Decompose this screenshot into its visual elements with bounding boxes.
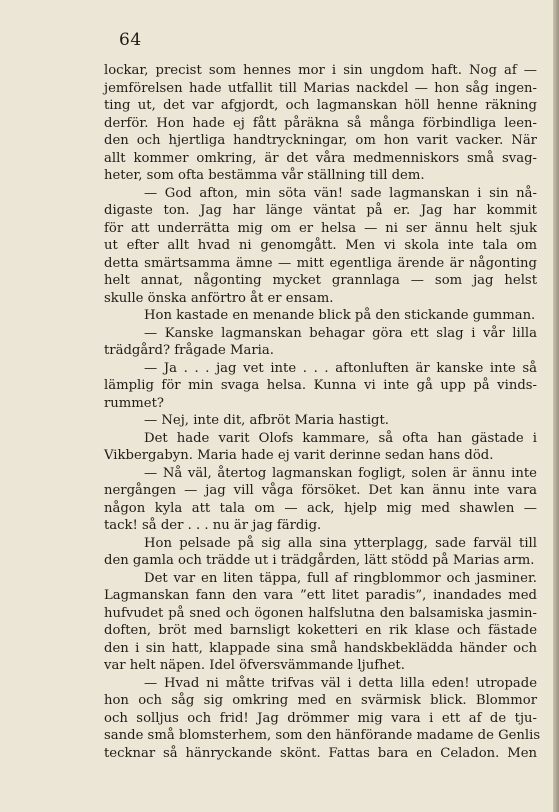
- page-number: 64: [119, 30, 142, 50]
- text-line: någon kyla att tala om — ack, hjelp mig med shawlen —: [104, 500, 537, 516]
- text-line: Det hade varit Olofs kammare, så ofta han gästade i: [144, 430, 537, 446]
- text-line: detta smärtsamma ämne — mitt egentliga ärende är någonting: [104, 255, 537, 271]
- text-line: — Nå väl, återtog lagmanskan fogligt, solen är ännu inte: [144, 465, 537, 481]
- text-line: rummet?: [104, 395, 164, 411]
- text-line: digaste ton. Jag har länge väntat på er. Jag har kommit: [104, 203, 537, 218]
- text-line: hon och såg sig omkring med en svärmisk blick. Blommor: [104, 693, 537, 708]
- text-line: lämplig för min svaga helsa. Kunna vi inte gå upp på vinds-: [104, 378, 537, 393]
- text-line: ut efter allt hvad ni genomgått. Men vi skola inte tala om: [104, 238, 537, 253]
- text-line: för att underrätta mig om er helsa — ni ser ännu helt sjuk: [104, 220, 537, 236]
- text-line: — Nej, inte dit, afbröt Maria hastigt.: [144, 413, 389, 428]
- text-line: den i sin hatt, klappade sina små handskbeklädda händer och: [104, 640, 537, 656]
- text-line: — Ja . . . jag vet inte . . . aftonluften är kanske inte så: [144, 360, 537, 376]
- text-line: var helt näpen. Idel öfversvämmande ljufhet.: [104, 658, 405, 673]
- text-line: allt kommer omkring, är det våra medmenniskors små svag-: [104, 150, 537, 166]
- text-line: Det var en liten täppa, full af ringblommor och jasminer.: [144, 570, 537, 586]
- text-line: helt annat, någonting mycket grannlaga — som jag helst: [104, 273, 537, 288]
- text-line: Lagmanskan fann den vara ”ett litet paradis”, inandades med: [104, 588, 537, 603]
- page-edge: [553, 0, 559, 812]
- text-line: — Kanske lagmanskan behagar göra ett slag i vår lilla: [144, 325, 537, 341]
- text-line: doften, bröt med barnsligt koketteri en rik klase och fästade: [104, 623, 537, 638]
- text-line: lockar, precist som hennes mor i sin ungdom haft. Nog af —: [104, 63, 537, 78]
- text-line: den och hjertliga handtryckningar, om hon varit vacker. När: [104, 133, 537, 148]
- text-line: Hon kastade en menande blick på den stickande gumman.: [144, 308, 536, 323]
- text-line: derför. Hon hade ej fått påräkna så många förbindliga leen-: [104, 115, 537, 131]
- text-line: och solljus och frid! Jag drömmer mig vara i ett af de tju-: [104, 710, 537, 726]
- text-line: ting ut, det var afgjordt, och lagmanskan höll henne räkning: [104, 98, 537, 113]
- text-line: tecknar så hänryckande skönt. Fattas bara en Celadon. Men: [104, 745, 537, 761]
- text-line: heter, som ofta bestämma vår ställning till dem.: [104, 168, 425, 183]
- text-line: jemförelsen hade utfallit till Marias nackdel — hon såg ingen-: [104, 80, 537, 96]
- text-line: skulle önska anförtro åt er ensam.: [104, 290, 334, 306]
- text-line: hufvudet på sned och ögonen halfslutna den balsamiska jasmin-: [104, 605, 537, 621]
- text-line: — Hvad ni måtte trifvas väl i detta lilla eden! utropade: [144, 675, 537, 691]
- text-line: trädgård? frågade Maria.: [104, 343, 274, 358]
- text-line: — God afton, min söta vän! sade lagmanskan i sin nå-: [144, 185, 537, 201]
- text-line: tack! så der . . . nu är jag färdig.: [104, 518, 322, 533]
- body-text: [104, 62, 541, 762]
- text-line: Vikbergabyn. Maria hade ej varit derinne sedan hans död.: [104, 448, 494, 463]
- text-line: den gamla och trädde ut i trädgården, lätt stödd på Marias arm.: [104, 553, 535, 568]
- text-line: sande små blomsterhem, som den hänförande madame de Genlis: [104, 728, 541, 743]
- text-line: nergången — jag vill våga försöket. Det kan ännu inte vara: [104, 483, 537, 498]
- text-line: Hon pelsade på sig alla sina ytterplagg, sade farväl till: [144, 535, 537, 551]
